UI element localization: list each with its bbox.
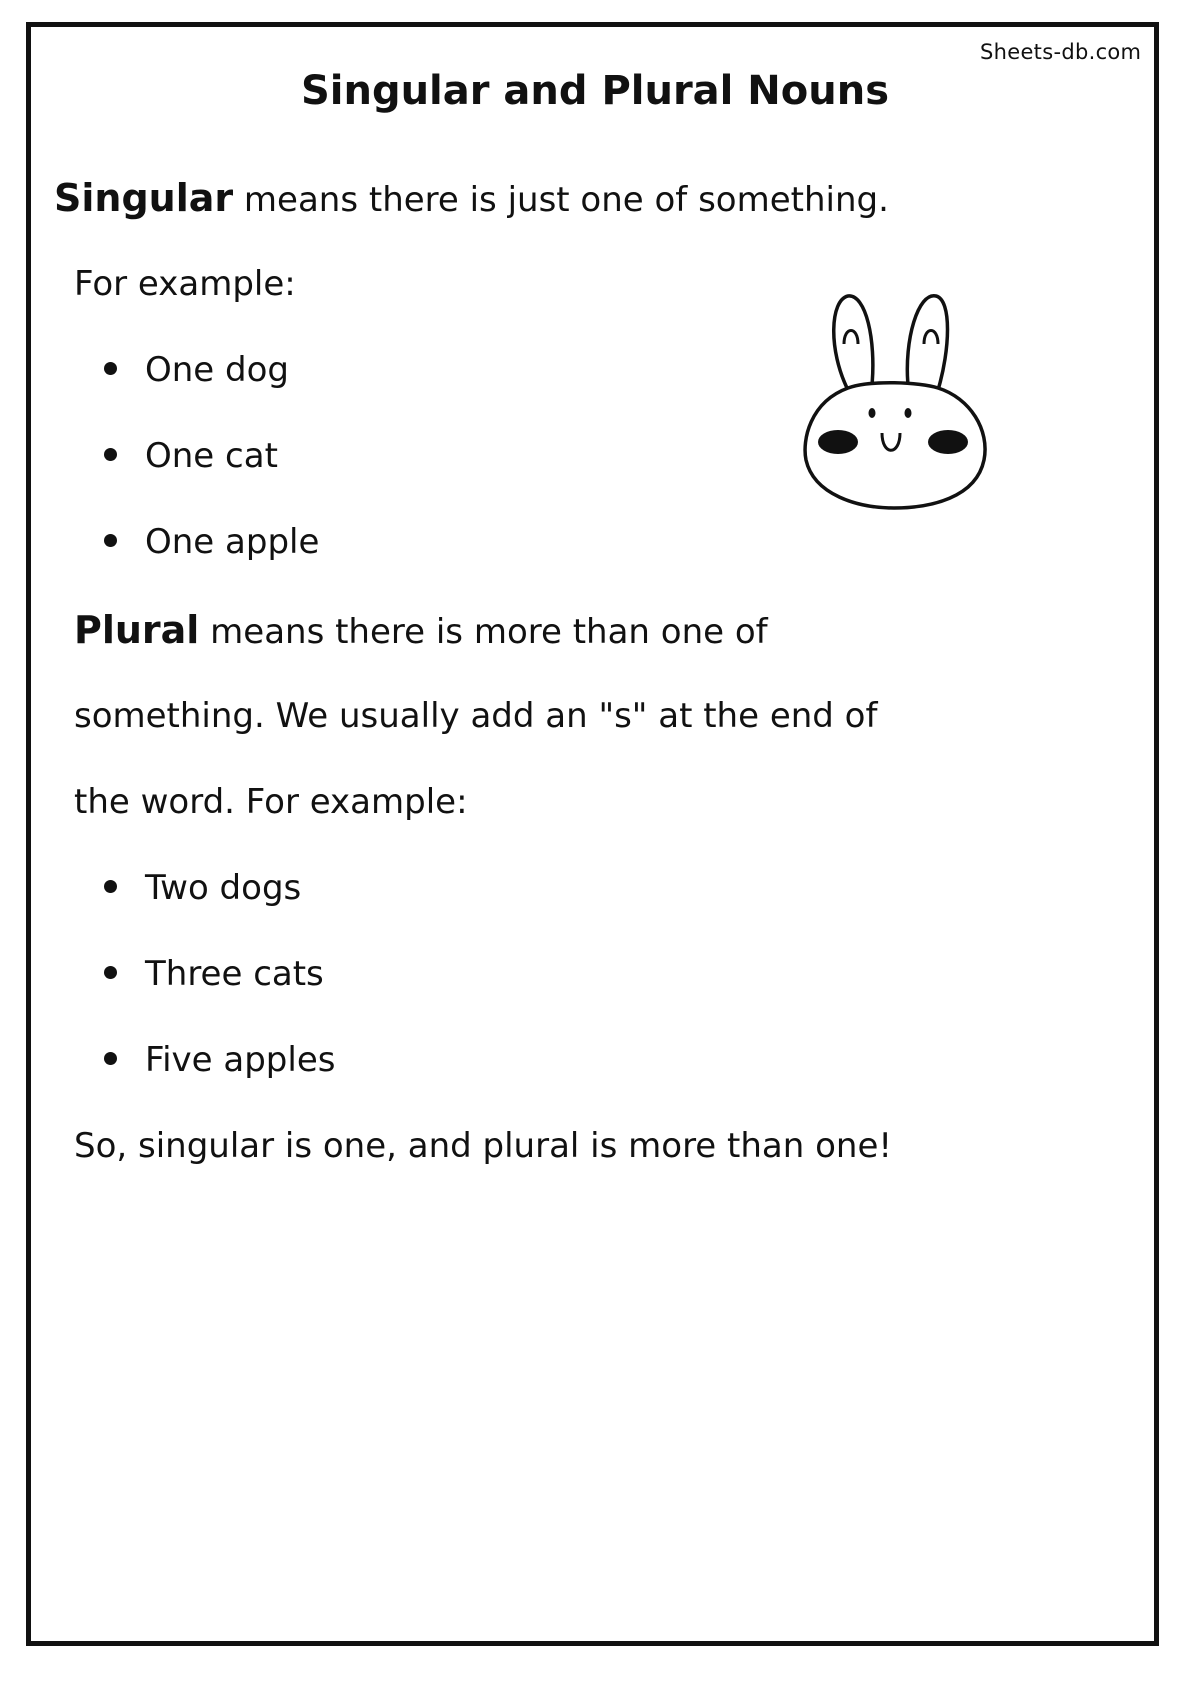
bullet-icon	[104, 534, 117, 547]
bullet-icon	[104, 880, 117, 893]
plural-definition-line1	[74, 608, 768, 654]
plural-term: Plural	[74, 608, 200, 652]
watermark: Sheets-db.com	[980, 40, 1142, 64]
singular-definition-text: means there is just one of something.	[233, 180, 889, 220]
list-item	[104, 520, 319, 564]
bullet-icon	[104, 448, 117, 461]
bullet-icon	[104, 1052, 117, 1065]
list-item-text: Two dogs	[145, 868, 302, 908]
list-item-text: Five apples	[145, 1040, 336, 1080]
bullet-icon	[104, 966, 117, 979]
page-title: Singular and Plural Nouns	[300, 68, 890, 114]
singular-example-intro: For example:	[74, 264, 296, 304]
list-item-text: One apple	[145, 522, 320, 562]
list-item	[104, 1038, 335, 1082]
bullet-icon	[104, 362, 117, 375]
list-item	[104, 434, 278, 478]
plural-definition-line2: something. We usually add an "s" at the end of	[74, 696, 878, 736]
list-item-text: One dog	[145, 350, 290, 390]
singular-definition	[54, 176, 889, 222]
bunny-face-icon	[800, 290, 1000, 515]
list-item	[104, 866, 301, 910]
plural-definition-line3: the word. For example:	[74, 782, 468, 822]
conclusion-text: So, singular is one, and plural is more than one!	[74, 1126, 892, 1166]
list-item	[104, 348, 289, 392]
list-item	[104, 952, 324, 996]
list-item-text: One cat	[145, 436, 278, 476]
plural-definition-text: means there is more than one of	[199, 612, 768, 652]
singular-term: Singular	[54, 176, 234, 220]
list-item-text: Three cats	[145, 954, 324, 994]
